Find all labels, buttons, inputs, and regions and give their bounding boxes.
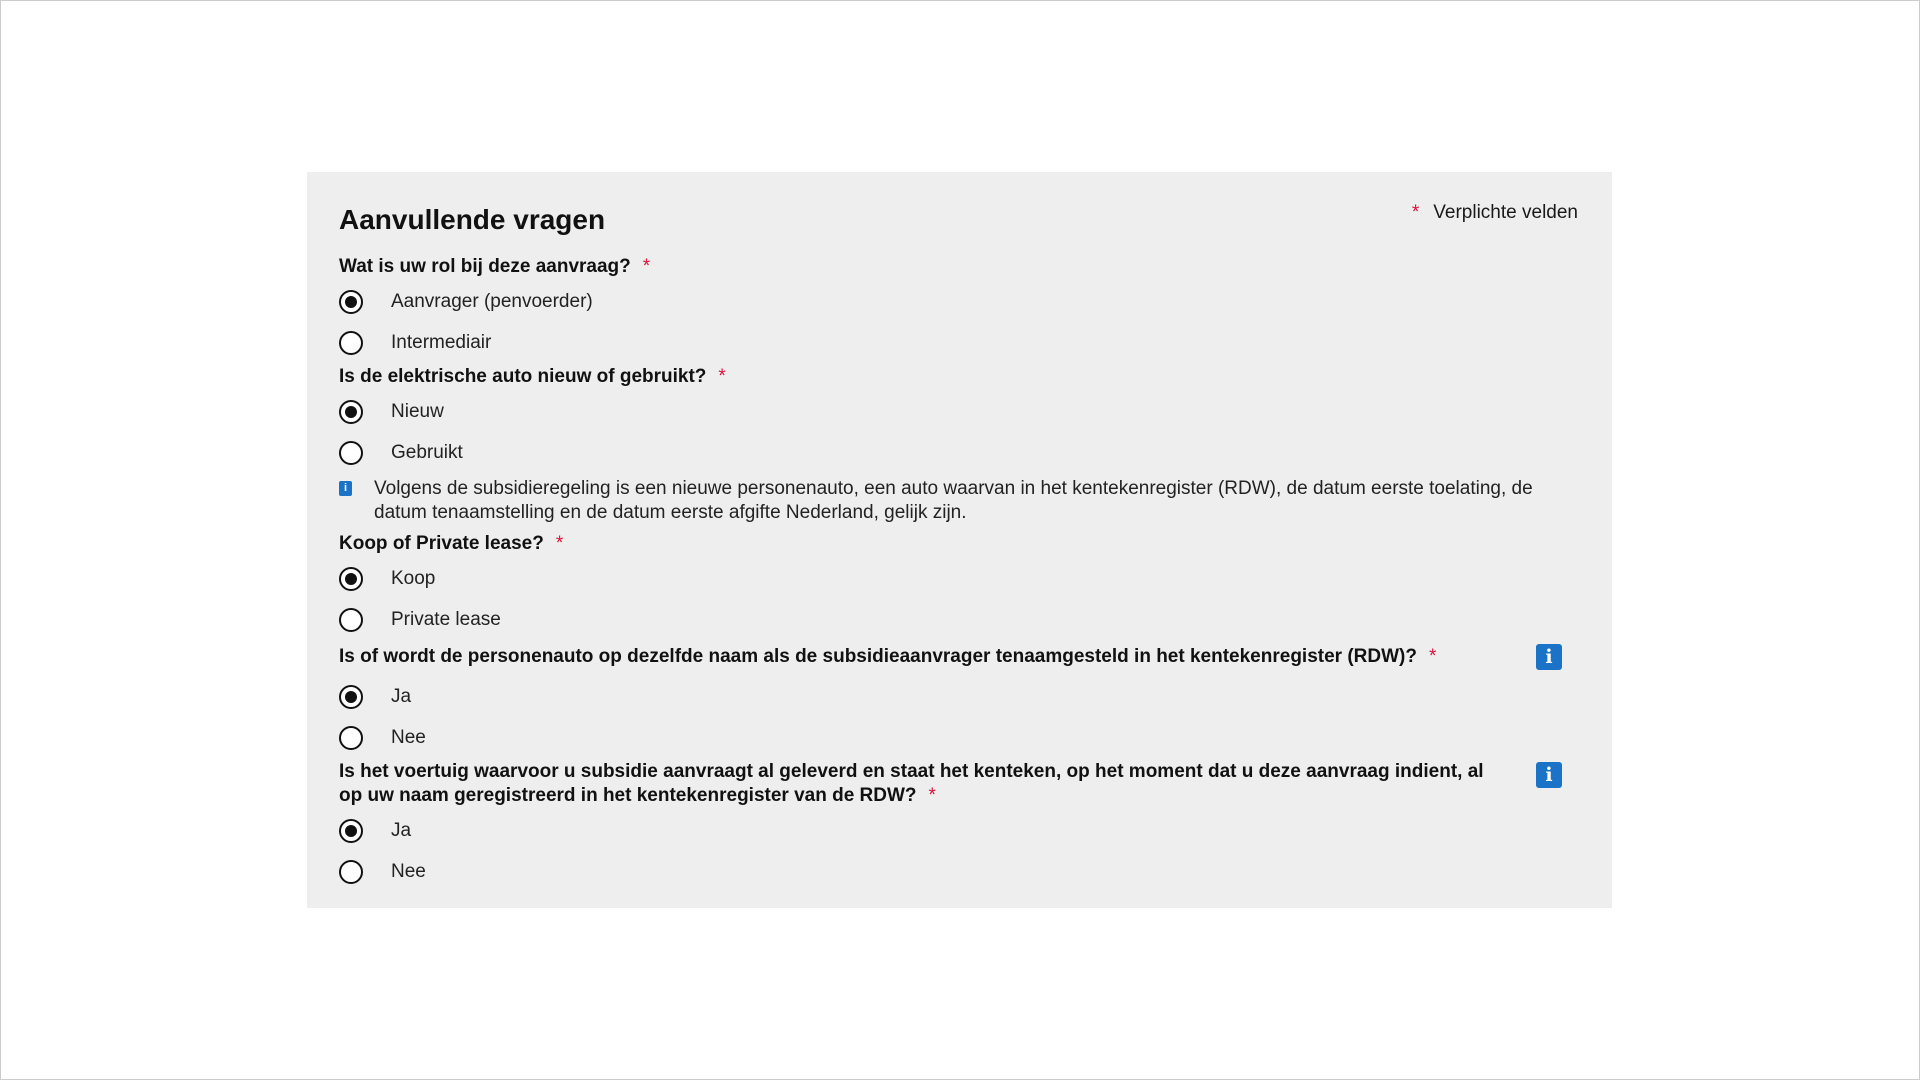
info-button[interactable]: i [1536, 644, 1562, 670]
radio-unchecked-icon[interactable] [339, 441, 363, 465]
required-star: * [1428, 646, 1437, 667]
option-label: Gebruikt [391, 442, 463, 463]
option-label: Ja [391, 820, 412, 841]
radio-nee[interactable] [339, 726, 426, 750]
question-same-name [339, 646, 1436, 668]
radio-checked-icon[interactable] [339, 819, 363, 843]
radio-checked-icon[interactable] [339, 290, 363, 314]
radio-aanvrager[interactable] [339, 290, 593, 314]
option-label: Intermediair [391, 332, 492, 353]
info-note [339, 477, 1579, 525]
option-label: Koop [391, 568, 436, 589]
radio-checked-icon[interactable] [339, 567, 363, 591]
question-delivered [339, 760, 1509, 808]
required-legend-label: Verplichte velden [1433, 202, 1578, 223]
info-note-text: Volgens de subsidieregeling is een nieuwe personenauto, een auto waarvan in het kentekenregister (RDW), de datum eerste toelating, de datum tenaamstelling en de datum eerste afgifte Nederland, gelijk zijn. [374, 478, 1533, 523]
section-title: Aanvullende vragen [339, 204, 606, 235]
radio-unchecked-icon[interactable] [339, 331, 363, 355]
required-star: * [555, 533, 564, 554]
option-label: Nee [391, 727, 426, 748]
question-label: Is of wordt de personenauto op dezelfde naam als de subsidieaanvrager tenaamgesteld in het kentekenregister (RDW)? [339, 646, 1417, 667]
additional-questions-panel [307, 172, 1612, 908]
radio-unchecked-icon[interactable] [339, 726, 363, 750]
radio-koop[interactable] [339, 567, 435, 591]
required-star: * [1411, 202, 1420, 223]
radio-ja[interactable] [339, 685, 411, 709]
radio-nee[interactable] [339, 860, 426, 884]
radio-ja[interactable] [339, 819, 411, 843]
required-fields-legend [1412, 202, 1578, 224]
radio-intermediair[interactable] [339, 331, 491, 355]
option-label: Aanvrager (penvoerder) [391, 291, 593, 312]
option-label: Private lease [391, 609, 501, 630]
info-icon: i [339, 481, 352, 496]
question-label: Is de elektrische auto nieuw of gebruikt? [339, 366, 707, 387]
option-label: Ja [391, 686, 412, 707]
info-button[interactable]: i [1536, 762, 1562, 788]
required-star: * [718, 366, 726, 387]
question-buy-lease [339, 533, 563, 555]
required-star: * [642, 256, 651, 277]
question-role [339, 256, 650, 278]
question-label: Wat is uw rol bij deze aanvraag? [339, 256, 631, 277]
radio-private-lease[interactable] [339, 608, 501, 632]
radio-checked-icon[interactable] [339, 400, 363, 424]
radio-unchecked-icon[interactable] [339, 608, 363, 632]
required-star: * [928, 785, 936, 806]
option-label: Nee [391, 861, 426, 882]
radio-gebruikt[interactable] [339, 441, 463, 465]
question-new-used [339, 366, 726, 388]
radio-nieuw[interactable] [339, 400, 444, 424]
radio-checked-icon[interactable] [339, 685, 363, 709]
question-label: Is het voertuig waarvoor u subsidie aanvraagt al geleverd en staat het kenteken, op het moment dat u deze aanvraag indient, al op uw naam geregistreerd in het kentekenregister van de RDW? [339, 761, 1484, 806]
question-label: Koop of Private lease? [339, 533, 544, 554]
radio-unchecked-icon[interactable] [339, 860, 363, 884]
option-label: Nieuw [391, 401, 444, 422]
